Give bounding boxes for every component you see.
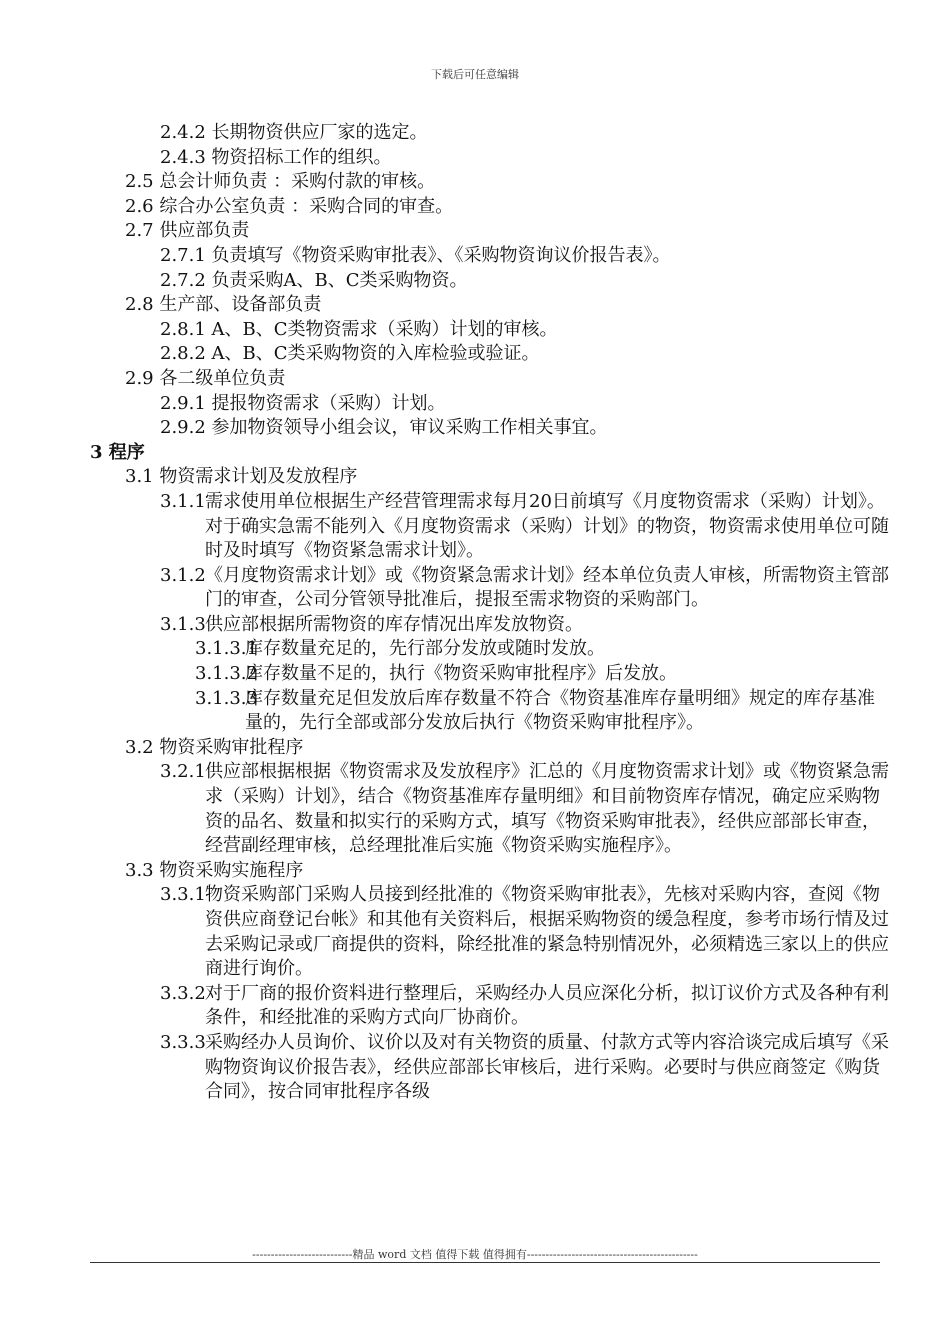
clause-text: 需求使用单位根据生产经营管理需求每月20日前填写《月度物资需求（采购）计划》。对于确实急需不能列入《月度物资需求（采购）计划》的物资，物资需求使用单位可随时及时填写《物资紧急需求计划》。 [205, 490, 889, 562]
clause-2-8-1: 2.8.1 A、B、C类物资需求（采购）计划的审核。 [160, 318, 558, 340]
clause-number: 3.3.3 [160, 1031, 206, 1053]
page-footer: ---------------------------精品 word 文档 值得下载 值得拥有---------------------------------------------- [252, 1248, 698, 1261]
page-header: 下载后可任意编辑 [431, 68, 519, 81]
clause-2-7: 2.7 供应部负责 [125, 220, 250, 242]
clause-2-6: 2.6 综合办公室负责 ：采购合同的审查。 [125, 195, 454, 217]
clause-3-3-1 [90, 883, 890, 981]
clause-number: 3.2.1 [160, 761, 206, 783]
clause-2-9-1: 2.9.1 提报物资需求（采购）计划。 [160, 392, 446, 414]
clause-text: 供应部根据所需物资的库存情况出库发放物资。 [205, 613, 583, 635]
clause-number: 3.3.1 [160, 884, 206, 906]
clause-2-8: 2.8 生产部、设备部负责 [125, 294, 322, 316]
clause-2-9-2: 2.9.2 参加物资领导小组会议，审议采购工作相关事宜。 [160, 417, 608, 439]
clause-2-9: 2.9 各二级单位负责 [125, 367, 286, 389]
clause-3-2-1 [90, 760, 890, 858]
clause-number: 3.1.2 [160, 564, 206, 586]
clause-3-1-3-2 [90, 662, 890, 687]
clause-number: 3.3.2 [160, 982, 206, 1004]
document-body [90, 121, 890, 1105]
clause-number: 3.1.3.3 [195, 687, 258, 709]
clause-2-4-2: 2.4.2 长期物资供应厂家的选定。 [160, 122, 428, 143]
clause-3-1-2 [90, 564, 890, 613]
clause-text: 库存数量不足的，执行《物资采购审批程序》后发放。 [245, 663, 677, 685]
clause-text: 物资采购部门采购人员接到经批准的《物资采购审批表》，先核对采购内容，查阅《物资供应商登记台帐》和其他有关资料后，根据采购物资的缓急程度，参考市场行情及过去采购记录或厂商提供的资料，除经批准的紧急特别情况外，必须精选三家以上的供应商进行询价。 [205, 884, 889, 980]
clause-3-3-3 [90, 1031, 890, 1105]
clause-3-1: 3.1 物资需求计划及发放程序 [125, 466, 358, 488]
clause-3-3-2 [90, 982, 890, 1031]
section-3-heading: 3 程序 [90, 441, 145, 463]
clause-text: 库存数量充足但发放后库存数量不符合《物资基准库存量明细》规定的库存基准量的，先行全部或部分发放后执行《物资采购审批程序》。 [245, 687, 875, 734]
clause-3-1-3 [90, 613, 890, 638]
clause-3-1-1 [90, 490, 890, 564]
clause-text: 采购经办人员询价、议价以及对有关物资的质量、付款方式等内容洽谈完成后填写《采购物资询议价报告表》，经供应部部长审核后，进行采购。必要时与供应商签定《购货合同》，按合同审批程序各级 [205, 1031, 889, 1103]
clause-text: 对于厂商的报价资料进行整理后，采购经办人员应深化分析，拟订议价方式及各种有利条件，和经批准的采购方式向厂协商价。 [205, 982, 889, 1029]
clause-2-4-3: 2.4.3 物资招标工作的组织。 [160, 146, 392, 168]
clause-number: 3.1.3 [160, 613, 206, 635]
clause-text: 库存数量充足的，先行部分发放或随时发放。 [245, 638, 605, 660]
clause-text: 供应部根据根据《物资需求及发放程序》汇总的《月度物资需求计划》或《物资紧急需求（采购）计划》，结合《物资基准库存量明细》和目前物资库存情况，确定应采购物资的品名、数量和拟实行的采购方式，填写《物资采购审批表》，经供应部部长审查，经营副经理审核，总经理批准后实施《物资采购实施程序》。 [205, 761, 889, 857]
clause-number: 3.1.1 [160, 490, 206, 512]
clause-3-3: 3.3 物资采购实施程序 [125, 859, 304, 881]
clause-2-7-2: 2.7.2 负责采购A、B、C类采购物资。 [160, 269, 468, 291]
clause-number: 3.1.3.2 [195, 663, 258, 685]
clause-2-8-2: 2.8.2 A、B、C类采购物资的入库检验或验证。 [160, 343, 540, 365]
clause-3-2: 3.2 物资采购审批程序 [125, 736, 304, 758]
clause-text: 《月度物资需求计划》或《物资紧急需求计划》经本单位负责人审核，所需物资主管部门的审查，公司分管领导批准后，提报至需求物资的采购部门。 [205, 564, 889, 611]
clause-3-1-3-1 [90, 637, 890, 662]
footer-divider [90, 1262, 880, 1263]
clause-3-1-3-3 [90, 687, 890, 736]
clause-number: 3.1.3.1 [195, 638, 258, 660]
clause-2-7-1: 2.7.1 负责填写《物资采购审批表》、《采购物资询议价报告表》。 [160, 244, 671, 266]
clause-2-5: 2.5 总会计师负责 ：采购付款的审核。 [125, 171, 436, 193]
